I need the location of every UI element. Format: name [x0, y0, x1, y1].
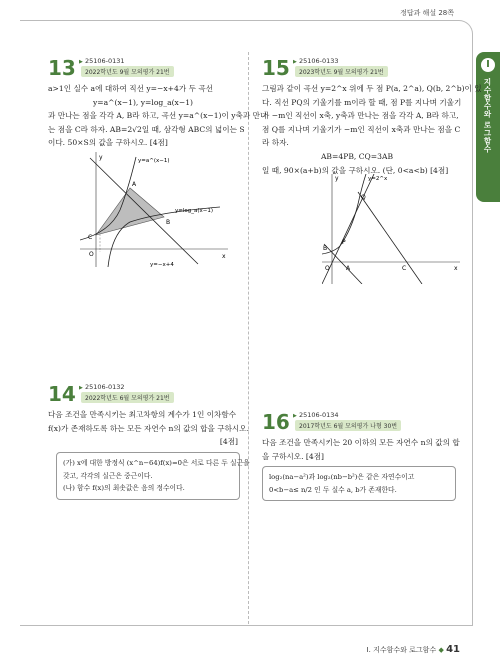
- question-code: ▶ 25106-0134: [293, 411, 339, 419]
- line-through-q: [358, 192, 422, 284]
- page-footer: I. 지수함수와 로그함수 ◆ 41: [366, 644, 460, 655]
- footer-chapter: I. 지수함수와 로그함수: [366, 646, 437, 654]
- label-C: C: [402, 265, 407, 272]
- label-y: y: [99, 154, 103, 161]
- label-B: B: [166, 219, 171, 226]
- question-code: ▶ 25106-0131: [79, 57, 125, 65]
- question-source: 2022학년도 9월 모의평가 21번: [81, 66, 174, 77]
- label-P: P: [342, 239, 346, 246]
- label-y: y: [335, 175, 339, 182]
- question-source: 2022학년도 6월 모의평가 21번: [81, 392, 174, 403]
- question-source: 2017학년도 6월 모의평가 나형 30번: [295, 420, 401, 431]
- line-through-p: [324, 244, 362, 284]
- question-text: 그림과 같이 곡선 y=2^x 위에 두 점 P(a, 2^a), Q(b, 2^b)이 있 다. 직선 PQ의 기울기를 m이라 할 때, 점 P를 지나며 기울기 가 −m인 직선이 x축, y축과 만나는 점을 각각 A, B라 하고, 점 Q를 지나며 기울기가 −m인 직선이 x축과 만나는 점을 C 라 하자. AB=4PB, CQ=3AB 일 때, 90×(a+b)의 값을 구하시오. (단, 0<a<b) [4점]: [262, 84, 482, 175]
- triangle-icon: ▶: [79, 59, 83, 65]
- page-header: 정답과 해설 28쪽: [400, 9, 454, 17]
- question-text: 다음 조건을 만족시키는 최고차항의 계수가 1인 이차함수 f(x)가 존재하도록 하는 모든 자연수 n의 값의 합을 구하시오. [4점]: [48, 410, 250, 447]
- label-Q: Q: [361, 194, 366, 201]
- triangle-icon: ▶: [79, 385, 83, 391]
- conditions-box: log₂(na−a²)과 log₂(nb−b²)은 같은 자연수이고 0<b−a≤ n/2 인 두 실수 a, b가 존재한다.: [262, 466, 456, 501]
- q13-graph: [80, 152, 230, 267]
- page-number: 41: [446, 644, 460, 655]
- q15-graph: [322, 174, 462, 284]
- chapter-label: 지수함수와 로그함수: [483, 78, 492, 154]
- question-number: 13: [48, 56, 76, 80]
- label-log-curve: y=log_a(x−1): [175, 208, 214, 214]
- label-B: B: [323, 245, 328, 252]
- label-line: y=−x+4: [150, 262, 174, 267]
- question-code: ▶ 25106-0132: [79, 383, 125, 391]
- question-text: a>1인 실수 a에 대하여 직선 y=−x+4가 두 곡선 y=a^(x−1), y=log_a(x−1) 과 만나는 점을 각각 A, B라 하고, 곡선 y=a^(x−1)이 y축과 만나 는 점을 C라 하자. AB=2√2일 때, 삼각형 ABC의 넓이는 S 이다. 50×S의 값을 구하시오. [4점]: [48, 84, 268, 148]
- question-14: [48, 382, 250, 512]
- label-C: C: [88, 234, 93, 241]
- label-exp-curve: y=a^(x−1): [138, 158, 170, 164]
- triangle-icon: ▶: [293, 59, 297, 65]
- question-number: 16: [262, 410, 290, 434]
- question-code: ▶ 25106-0133: [293, 57, 339, 65]
- question-number: 15: [262, 56, 290, 80]
- question-number: 14: [48, 382, 76, 406]
- question-13: [48, 56, 268, 267]
- label-x: x: [222, 253, 226, 260]
- label-A: A: [346, 265, 351, 272]
- question-text: 다음 조건을 만족시키는 20 이하의 모든 자연수 n의 값의 합 을 구하시오. [4점]: [262, 438, 460, 461]
- conditions-box: (가) x에 대한 방정식 (x^n−64)f(x)=0은 서로 다른 두 실근을 갖고, 각각의 실근은 중근이다. (나) 함수 f(x)의 최솟값은 음의 정수이다.: [56, 452, 240, 500]
- label-origin: O: [325, 265, 330, 272]
- chapter-number: I: [481, 58, 495, 72]
- question-15: [262, 56, 482, 296]
- question-source: 2023학년도 9월 모의평가 21번: [295, 66, 388, 77]
- label-origin: O: [89, 251, 94, 258]
- label-curve: y=2^x: [368, 176, 388, 182]
- label-A: A: [132, 181, 137, 188]
- triangle-icon: ▶: [293, 413, 297, 419]
- label-x: x: [454, 265, 458, 272]
- question-16: [262, 410, 460, 520]
